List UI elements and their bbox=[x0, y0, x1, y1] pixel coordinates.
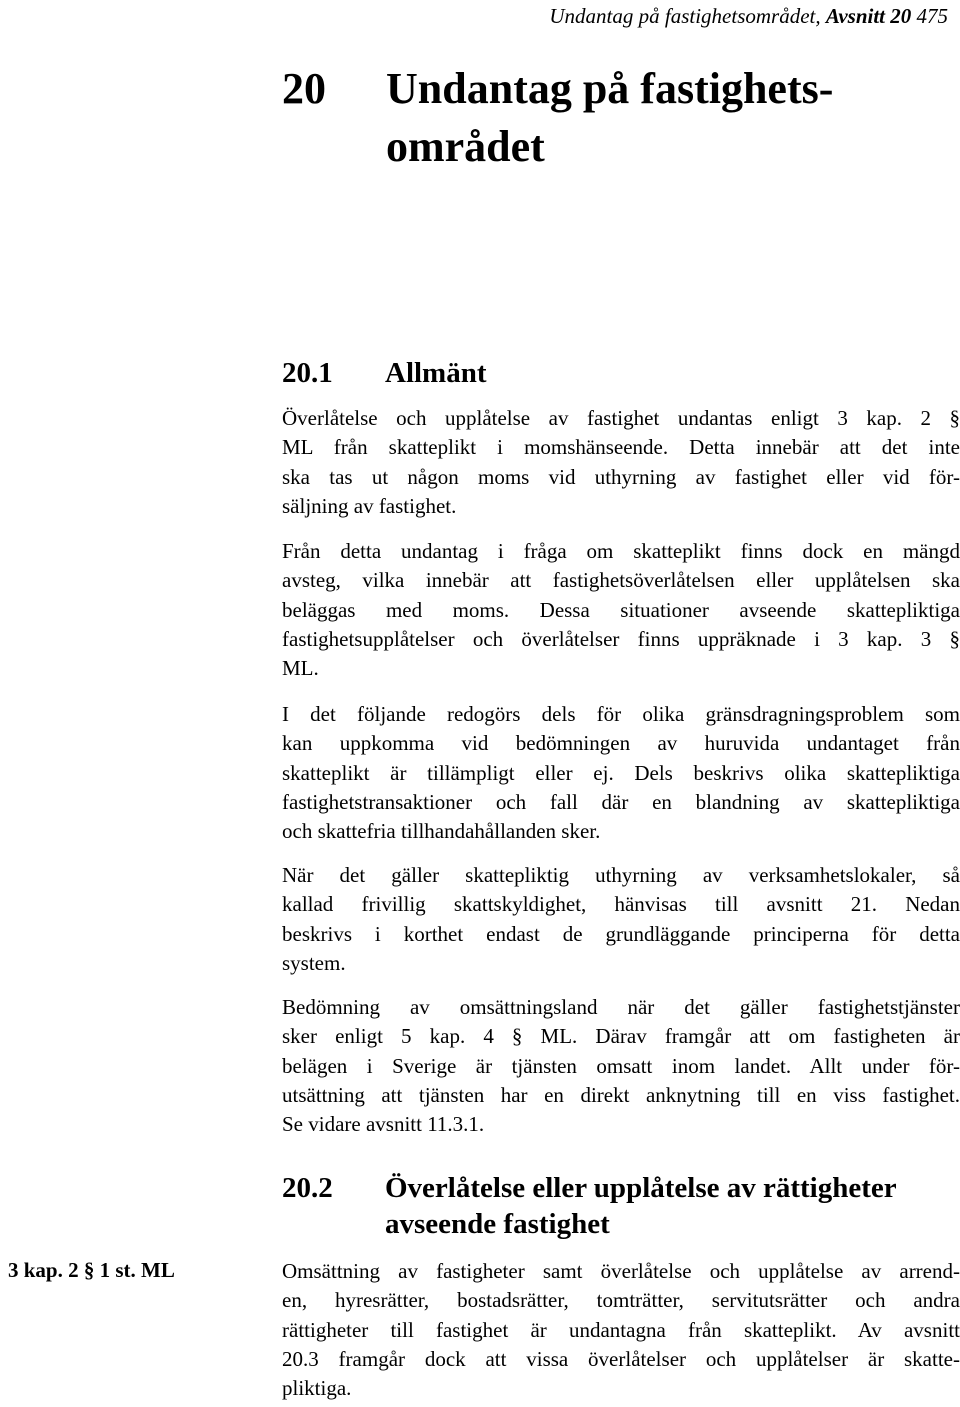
text-line: sker enligt 5 kap. 4 § ML. Därav framgår att om fastigheten är bbox=[282, 1024, 960, 1049]
text-line: beskrivs i korthet endast de grundläggande principerna för detta bbox=[282, 921, 960, 946]
text-line: fastighetstransaktioner och fall där en blandning av skattepliktiga bbox=[282, 789, 960, 814]
section-title bbox=[385, 1170, 960, 1242]
paragraph bbox=[282, 700, 960, 846]
text-line: ML. bbox=[282, 656, 319, 681]
section-number: 20.2 bbox=[282, 1172, 333, 1204]
text-line: avsteg, vilka innebär att fastighetsöverlåtelsen eller upplåtelsen ska bbox=[282, 568, 960, 593]
paragraph bbox=[282, 861, 960, 978]
text-line: ML från skatteplikt i momshänseende. Detta innebär att det inte bbox=[282, 435, 960, 460]
text-line: Se vidare avsnitt 11.3.1. bbox=[282, 1112, 485, 1137]
chapter-title-line: området bbox=[386, 122, 545, 171]
text-line: säljning av fastighet. bbox=[282, 493, 457, 518]
text-line: ska tas ut någon moms vid uthyrning av fastighet eller vid för- bbox=[282, 464, 960, 489]
text-line: Från detta undantag i fråga om skatteplikt finns dock en mängd bbox=[282, 539, 960, 563]
text-line: belägen i Sverige är tjänsten omsatt inom landet. Allt under för- bbox=[282, 1053, 960, 1078]
chapter-number: 20 bbox=[282, 64, 326, 113]
text-line: en, hyresrätter, bostadsrätter, tomträtter, servitutsrätter och andra bbox=[282, 1288, 960, 1313]
text-line: Bedömning av omsättningsland när det gäller fastighetstjänster bbox=[282, 995, 960, 1019]
text-line: Överlåtelse och upplåtelse av fastighet undantas enligt 3 kap. 2 § bbox=[282, 406, 960, 430]
paragraph bbox=[282, 537, 960, 683]
text-line: skatteplikt är tillämpligt eller ej. Dels beskrivs olika skattepliktiga bbox=[282, 760, 960, 785]
text-line: fastighetsupplåtelser och överlåtelser finns uppräknade i 3 kap. 3 § bbox=[282, 626, 960, 651]
running-header bbox=[549, 4, 948, 29]
text-line: kan uppkomma vid bedömningen av huruvida undantaget från bbox=[282, 731, 960, 756]
text-line: beläggas med moms. Dessa situationer avseende skattepliktiga bbox=[282, 597, 960, 622]
text-line: system. bbox=[282, 950, 346, 975]
section-title-line: Överlåtelse eller upplåtelse av rättigheter bbox=[385, 1172, 897, 1204]
text-line: rättigheter till fastighet är undantagna från skatteplikt. Av avsnitt bbox=[282, 1317, 960, 1342]
text-line: 20.3 framgår dock att vissa överlåtelser och upplåtelser är skatte- bbox=[282, 1346, 960, 1371]
text-line: I det följande redogörs dels för olika gränsdragningsproblem som bbox=[282, 702, 960, 726]
section-title-line: avseende fastighet bbox=[385, 1208, 610, 1240]
section-title: Allmänt bbox=[385, 357, 487, 389]
chapter-title bbox=[386, 60, 906, 176]
text-line: och skattefria tillhandahållanden sker. bbox=[282, 819, 601, 844]
paragraph bbox=[282, 1257, 960, 1403]
text-line: När det gäller skattepliktig uthyrning av verksamhetslokaler, så bbox=[282, 863, 960, 887]
text-line: Omsättning av fastigheter samt överlåtelse och upplåtelse av arrend- bbox=[282, 1259, 960, 1283]
margin-law-reference: 3 kap. 2 § 1 st. ML bbox=[8, 1258, 175, 1282]
running-section: Avsnitt 20 bbox=[825, 4, 912, 28]
text-line: kallad frivillig skattskyldighet, hänvisas till avsnitt 21. Nedan bbox=[282, 892, 960, 917]
paragraph bbox=[282, 993, 960, 1139]
chapter-title-line: Undantag på fastighets- bbox=[386, 64, 834, 113]
section-number: 20.1 bbox=[282, 357, 333, 389]
running-title: Undantag på fastighetsområdet, bbox=[549, 4, 826, 28]
text-line: pliktiga. bbox=[282, 1376, 352, 1401]
text-line: utsättning att tjänsten har en direkt anknytning till en viss fastighet. bbox=[282, 1082, 960, 1107]
page-number: 475 bbox=[916, 4, 948, 28]
paragraph bbox=[282, 404, 960, 521]
